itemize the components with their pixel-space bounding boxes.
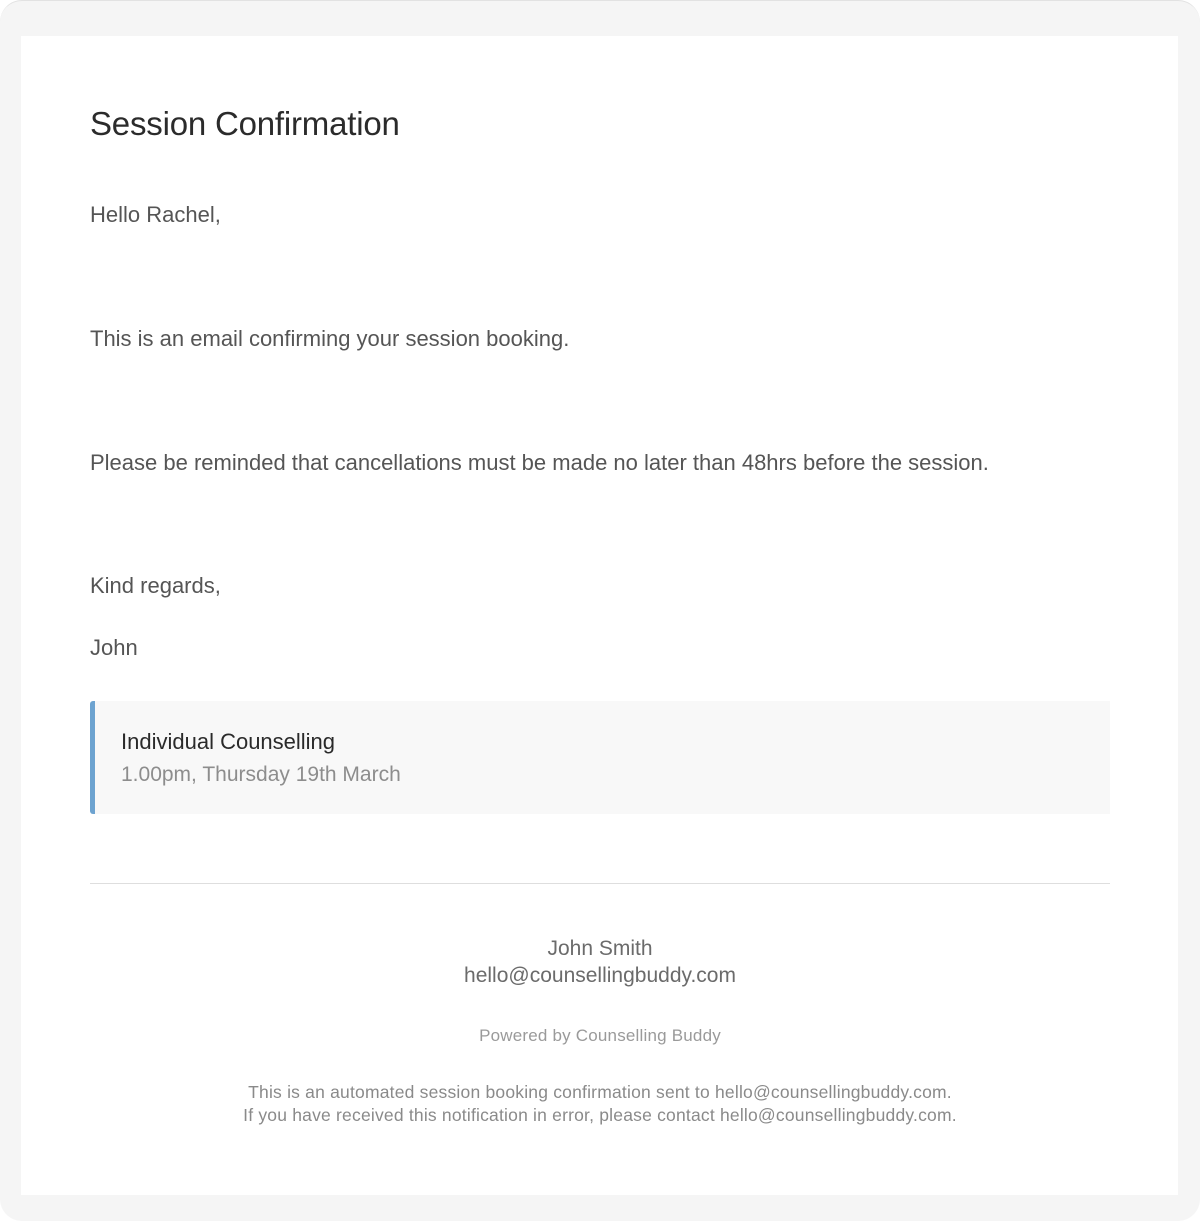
session-name: Individual Counselling [121,729,336,754]
sender-name: John Smith [547,937,653,960]
automated-notice-line-1: This is an automated session booking confirmation sent to hello@counsellingbuddy.com. [248,1082,952,1102]
sender-email: hello@counsellingbuddy.com [464,964,736,987]
cancellation-reminder-text: Please be reminded that cancellations must be made no later than 48hrs before the session. [90,450,989,475]
footer-divider [90,883,1110,884]
email-card [21,36,1178,1195]
greeting-text: Hello Rachel, [90,202,221,227]
confirmation-text: This is an email confirming your session booking. [90,326,570,351]
automated-notice-line-2: If you have received this notification in error, please contact hello@counsellingbuddy.com. [243,1105,957,1125]
signature-text: John [90,635,138,660]
sign-off-text: Kind regards, [90,573,221,598]
session-details-box [90,701,1110,814]
session-datetime: 1.00pm, Thursday 19th March [121,763,401,786]
page-title: Session Confirmation [90,105,400,142]
powered-by-text: Powered by Counselling Buddy [479,1026,721,1045]
